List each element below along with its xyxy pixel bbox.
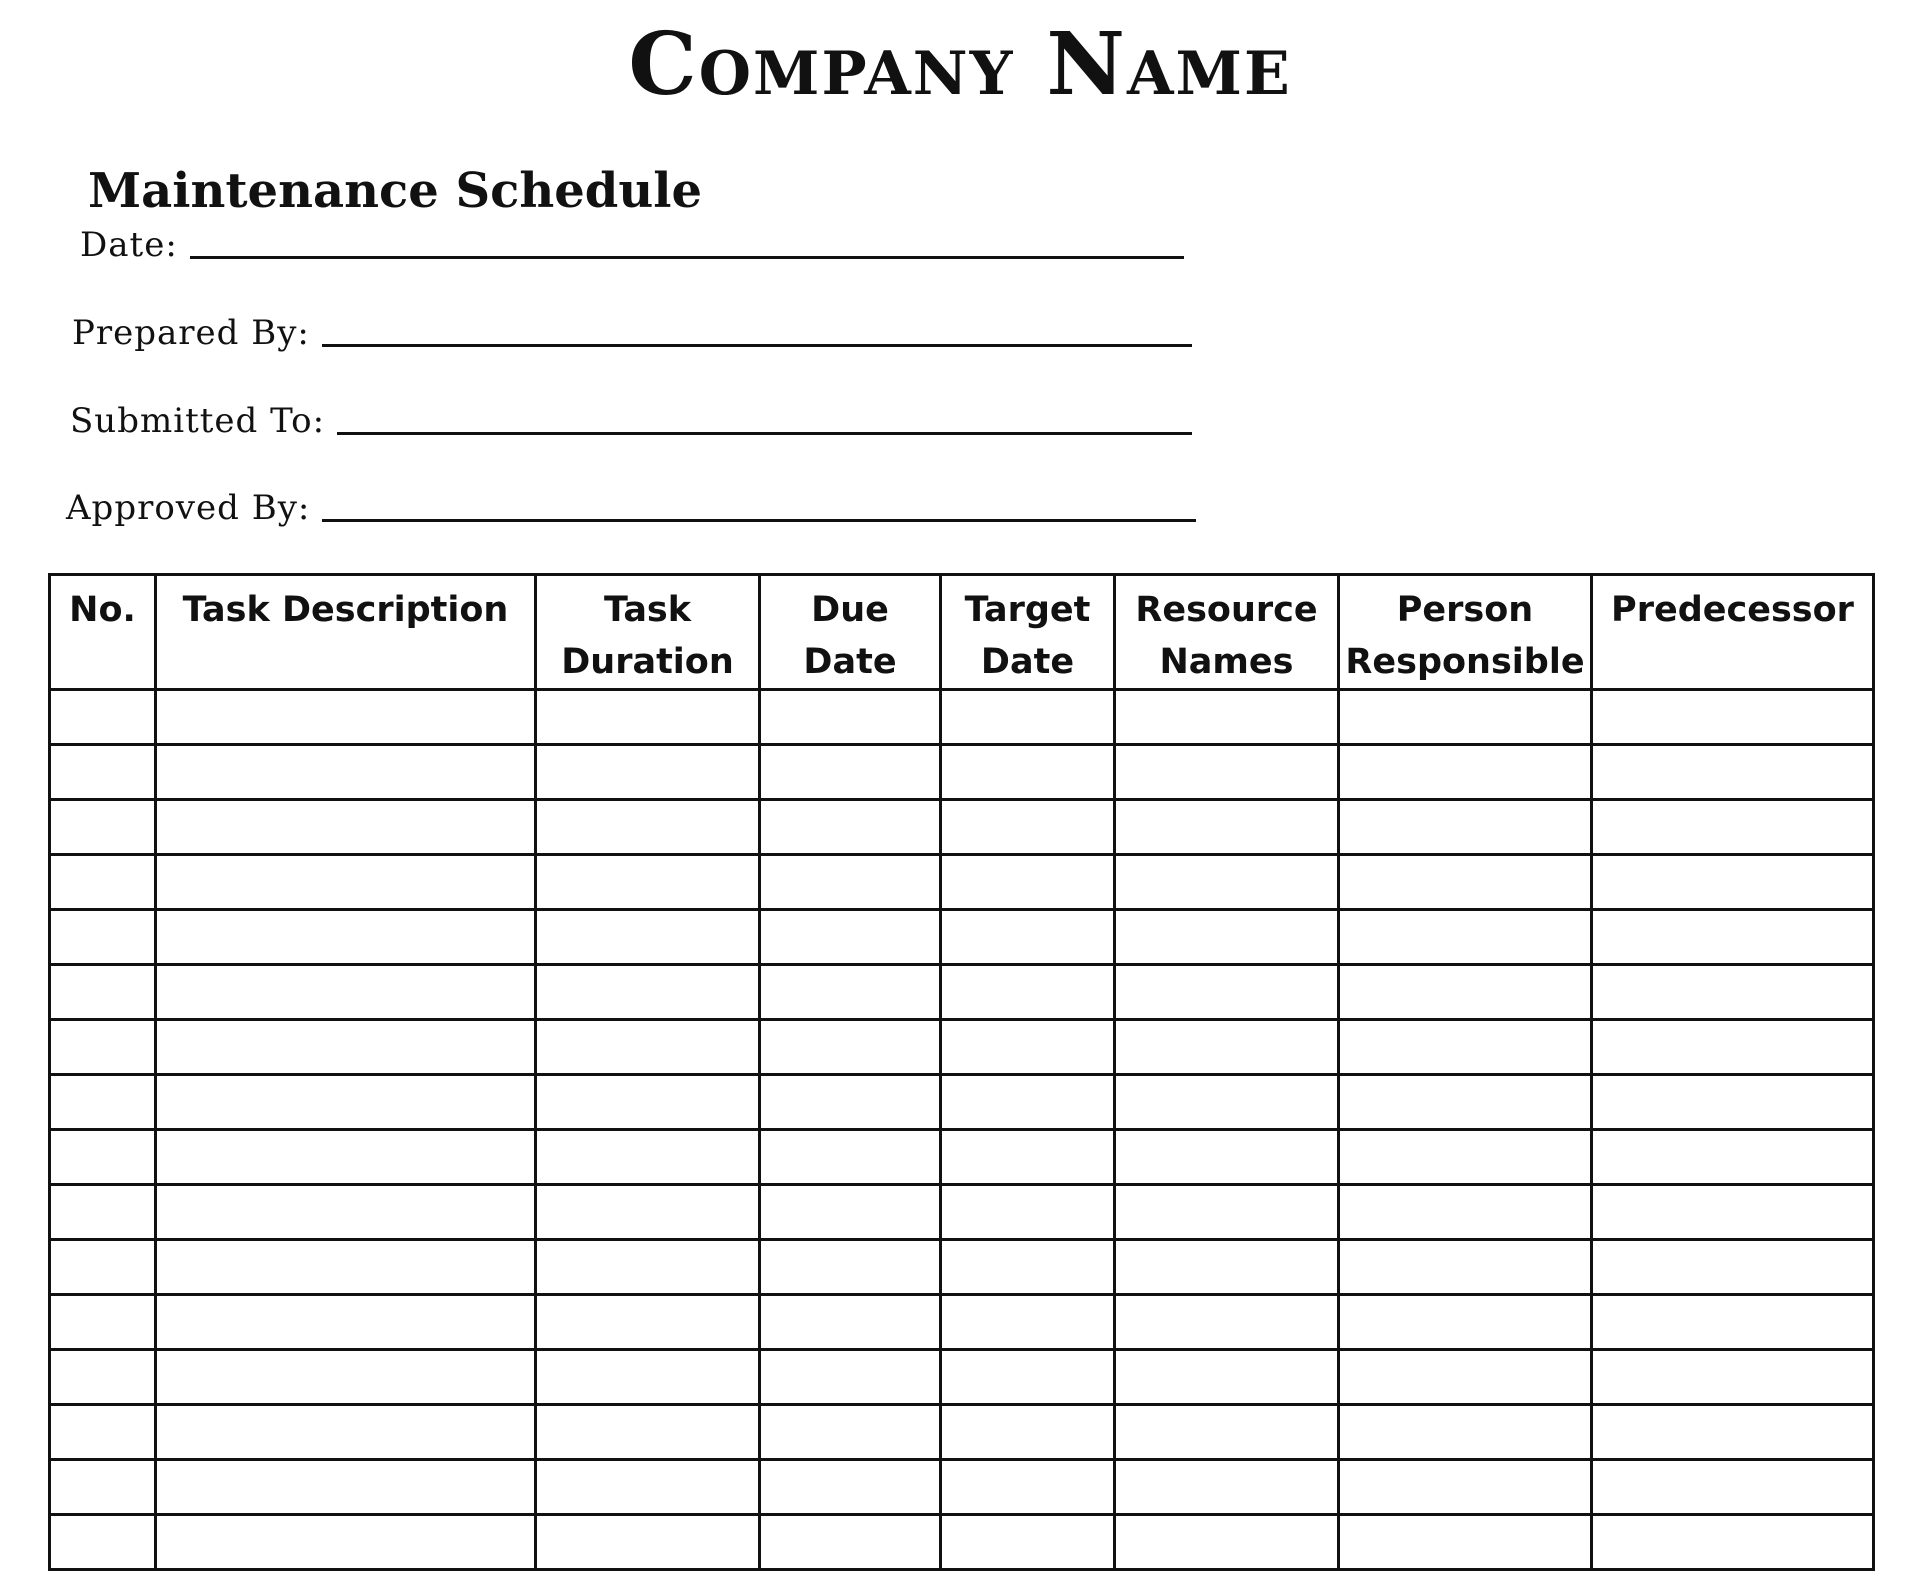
- table-cell[interactable]: [536, 1020, 760, 1075]
- table-cell[interactable]: [156, 1075, 536, 1130]
- table-cell[interactable]: [760, 1020, 941, 1075]
- table-cell[interactable]: [156, 690, 536, 745]
- table-cell[interactable]: [760, 1405, 941, 1460]
- table-cell[interactable]: [760, 745, 941, 800]
- table-cell[interactable]: [941, 1350, 1115, 1405]
- company-name: Company Name: [628, 14, 1292, 115]
- table-cell[interactable]: [1115, 1185, 1339, 1240]
- table-cell[interactable]: [1115, 690, 1339, 745]
- header-no: No.: [50, 575, 156, 690]
- table-cell[interactable]: [760, 1240, 941, 1295]
- date-label: Date:: [80, 225, 178, 265]
- table-cell[interactable]: [536, 800, 760, 855]
- table-cell[interactable]: [941, 1405, 1115, 1460]
- table-cell[interactable]: [50, 965, 156, 1020]
- table-cell[interactable]: [1115, 745, 1339, 800]
- table-cell[interactable]: [1115, 855, 1339, 910]
- table-cell[interactable]: [941, 1130, 1115, 1185]
- table-header-row: [50, 575, 1874, 690]
- table-cell[interactable]: [50, 1460, 156, 1515]
- table-cell[interactable]: [1592, 1460, 1874, 1515]
- document-title: Maintenance Schedule: [88, 163, 703, 219]
- table-cell[interactable]: [941, 690, 1115, 745]
- table-cell[interactable]: [1339, 1350, 1592, 1405]
- table-cell[interactable]: [1339, 1020, 1592, 1075]
- table-cell[interactable]: [941, 800, 1115, 855]
- table-cell[interactable]: [536, 690, 760, 745]
- table-row: [50, 1240, 1874, 1295]
- table-cell[interactable]: [1592, 1350, 1874, 1405]
- table-cell[interactable]: [536, 745, 760, 800]
- table-cell[interactable]: [156, 1460, 536, 1515]
- table-cell[interactable]: [156, 1240, 536, 1295]
- table-cell[interactable]: [50, 1295, 156, 1350]
- table-cell[interactable]: [536, 1185, 760, 1240]
- table-cell[interactable]: [941, 855, 1115, 910]
- table-cell[interactable]: [1115, 1405, 1339, 1460]
- prepared-by-input-line[interactable]: [322, 343, 1192, 347]
- table-cell[interactable]: [536, 1350, 760, 1405]
- table-cell[interactable]: [50, 690, 156, 745]
- table-cell[interactable]: [156, 1405, 536, 1460]
- date-input-line[interactable]: [190, 255, 1184, 259]
- table-cell[interactable]: [156, 910, 536, 965]
- header-target-date: Target Date: [941, 575, 1115, 690]
- table-cell[interactable]: [941, 1240, 1115, 1295]
- table-row: [50, 1460, 1874, 1515]
- table-cell[interactable]: [1592, 1185, 1874, 1240]
- table-cell[interactable]: [1592, 1075, 1874, 1130]
- table-row: [50, 1295, 1874, 1350]
- table-cell[interactable]: [1592, 690, 1874, 745]
- table-row: [50, 1185, 1874, 1240]
- table-cell[interactable]: [1339, 855, 1592, 910]
- table-cell[interactable]: [760, 1515, 941, 1570]
- table-row: [50, 690, 1874, 745]
- header-due-date: Due Date: [760, 575, 941, 690]
- table-cell[interactable]: [536, 1405, 760, 1460]
- table-cell[interactable]: [1339, 1075, 1592, 1130]
- table-cell[interactable]: [1115, 1350, 1339, 1405]
- table-cell[interactable]: [1115, 1295, 1339, 1350]
- header-task-description: Task Description: [156, 575, 536, 690]
- table-cell[interactable]: [760, 965, 941, 1020]
- table-row: [50, 965, 1874, 1020]
- table-row: [50, 1020, 1874, 1075]
- table-cell[interactable]: [1339, 1240, 1592, 1295]
- table-cell[interactable]: [1339, 1405, 1592, 1460]
- schedule-table: [48, 573, 1875, 1571]
- table-cell[interactable]: [536, 1130, 760, 1185]
- table-cell[interactable]: [536, 1240, 760, 1295]
- date-field[interactable]: [80, 225, 1184, 265]
- table-cell[interactable]: [156, 1185, 536, 1240]
- table-cell[interactable]: [156, 1350, 536, 1405]
- table-cell[interactable]: [536, 1515, 760, 1570]
- submitted-to-input-line[interactable]: [337, 431, 1192, 435]
- table-cell[interactable]: [760, 855, 941, 910]
- table-cell[interactable]: [50, 745, 156, 800]
- table-cell[interactable]: [50, 1240, 156, 1295]
- table-cell[interactable]: [1592, 1020, 1874, 1075]
- table-cell[interactable]: [156, 965, 536, 1020]
- table-cell[interactable]: [941, 1075, 1115, 1130]
- table-cell[interactable]: [1339, 1515, 1592, 1570]
- table-cell[interactable]: [760, 1350, 941, 1405]
- table-cell[interactable]: [156, 800, 536, 855]
- table-cell[interactable]: [50, 1130, 156, 1185]
- table-cell[interactable]: [156, 855, 536, 910]
- table-cell[interactable]: [1592, 745, 1874, 800]
- prepared-by-label: Prepared By:: [72, 313, 310, 353]
- approved-by-label: Approved By:: [66, 488, 311, 528]
- table-cell[interactable]: [50, 1075, 156, 1130]
- approved-by-input-line[interactable]: [322, 518, 1196, 522]
- table-cell[interactable]: [1339, 1130, 1592, 1185]
- header-predecessor: Predecessor: [1592, 575, 1874, 690]
- table-row: [50, 1350, 1874, 1405]
- table-cell[interactable]: [1339, 1295, 1592, 1350]
- table-cell[interactable]: [536, 1295, 760, 1350]
- table-row: [50, 855, 1874, 910]
- table-row: [50, 800, 1874, 855]
- table-cell[interactable]: [1115, 1515, 1339, 1570]
- table-cell[interactable]: [50, 1405, 156, 1460]
- table-row: [50, 745, 1874, 800]
- table-cell[interactable]: [1592, 1295, 1874, 1350]
- table-cell[interactable]: [1592, 1405, 1874, 1460]
- submitted-to-label: Submitted To:: [70, 401, 326, 441]
- table-cell[interactable]: [941, 745, 1115, 800]
- table-cell[interactable]: [760, 1075, 941, 1130]
- table-cell[interactable]: [1339, 965, 1592, 1020]
- table-cell[interactable]: [1339, 1460, 1592, 1515]
- table-cell[interactable]: [1339, 1185, 1592, 1240]
- header-person-responsible: Person Responsible: [1339, 575, 1592, 690]
- table-cell[interactable]: [760, 1460, 941, 1515]
- table-cell[interactable]: [50, 1020, 156, 1075]
- table-cell[interactable]: [1592, 855, 1874, 910]
- table-cell[interactable]: [1592, 910, 1874, 965]
- table-cell[interactable]: [941, 1460, 1115, 1515]
- table-cell[interactable]: [941, 1515, 1115, 1570]
- table-cell[interactable]: [941, 910, 1115, 965]
- table-cell[interactable]: [156, 1020, 536, 1075]
- table-cell[interactable]: [1592, 965, 1874, 1020]
- table-cell[interactable]: [50, 855, 156, 910]
- table-cell[interactable]: [1115, 1020, 1339, 1075]
- table-cell[interactable]: [1592, 800, 1874, 855]
- table-cell[interactable]: [941, 1295, 1115, 1350]
- table-cell[interactable]: [760, 910, 941, 965]
- table-cell[interactable]: [50, 1515, 156, 1570]
- table-cell[interactable]: [1115, 1240, 1339, 1295]
- table-cell[interactable]: [536, 1075, 760, 1130]
- table-cell[interactable]: [1592, 1515, 1874, 1570]
- table-row: [50, 1405, 1874, 1460]
- header-resource-names: Resource Names: [1115, 575, 1339, 690]
- table-body: [50, 690, 1874, 1570]
- table-cell[interactable]: [941, 1020, 1115, 1075]
- header-task-duration: Task Duration: [536, 575, 760, 690]
- table-cell[interactable]: [760, 1130, 941, 1185]
- table-cell[interactable]: [760, 690, 941, 745]
- table-cell[interactable]: [1115, 1130, 1339, 1185]
- table-cell[interactable]: [536, 965, 760, 1020]
- prepared-by-field[interactable]: [72, 313, 1192, 353]
- table-row: [50, 910, 1874, 965]
- table-row: [50, 1515, 1874, 1570]
- table-cell[interactable]: [1339, 910, 1592, 965]
- table-cell[interactable]: [536, 855, 760, 910]
- table-cell[interactable]: [1592, 1130, 1874, 1185]
- table-cell[interactable]: [1115, 800, 1339, 855]
- table-cell[interactable]: [760, 800, 941, 855]
- table-cell[interactable]: [536, 1460, 760, 1515]
- table-cell[interactable]: [1339, 745, 1592, 800]
- approved-by-field[interactable]: [66, 488, 1196, 528]
- submitted-to-field[interactable]: [70, 401, 1192, 441]
- table-row: [50, 1075, 1874, 1130]
- table-cell[interactable]: [941, 1185, 1115, 1240]
- table-cell[interactable]: [50, 1350, 156, 1405]
- table-cell[interactable]: [50, 1185, 156, 1240]
- table-cell[interactable]: [1115, 1075, 1339, 1130]
- table-cell[interactable]: [156, 745, 536, 800]
- table-cell[interactable]: [50, 800, 156, 855]
- table-cell[interactable]: [760, 1295, 941, 1350]
- table-cell[interactable]: [760, 1185, 941, 1240]
- table-row: [50, 1130, 1874, 1185]
- table-cell[interactable]: [941, 965, 1115, 1020]
- table-cell[interactable]: [1115, 1460, 1339, 1515]
- table-cell[interactable]: [156, 1295, 536, 1350]
- table-cell[interactable]: [1592, 1240, 1874, 1295]
- table-cell[interactable]: [1339, 800, 1592, 855]
- table-cell[interactable]: [50, 910, 156, 965]
- table-cell[interactable]: [1115, 910, 1339, 965]
- table-cell[interactable]: [1115, 965, 1339, 1020]
- table-cell[interactable]: [1339, 690, 1592, 745]
- table-cell[interactable]: [156, 1130, 536, 1185]
- table-cell[interactable]: [536, 910, 760, 965]
- table-cell[interactable]: [156, 1515, 536, 1570]
